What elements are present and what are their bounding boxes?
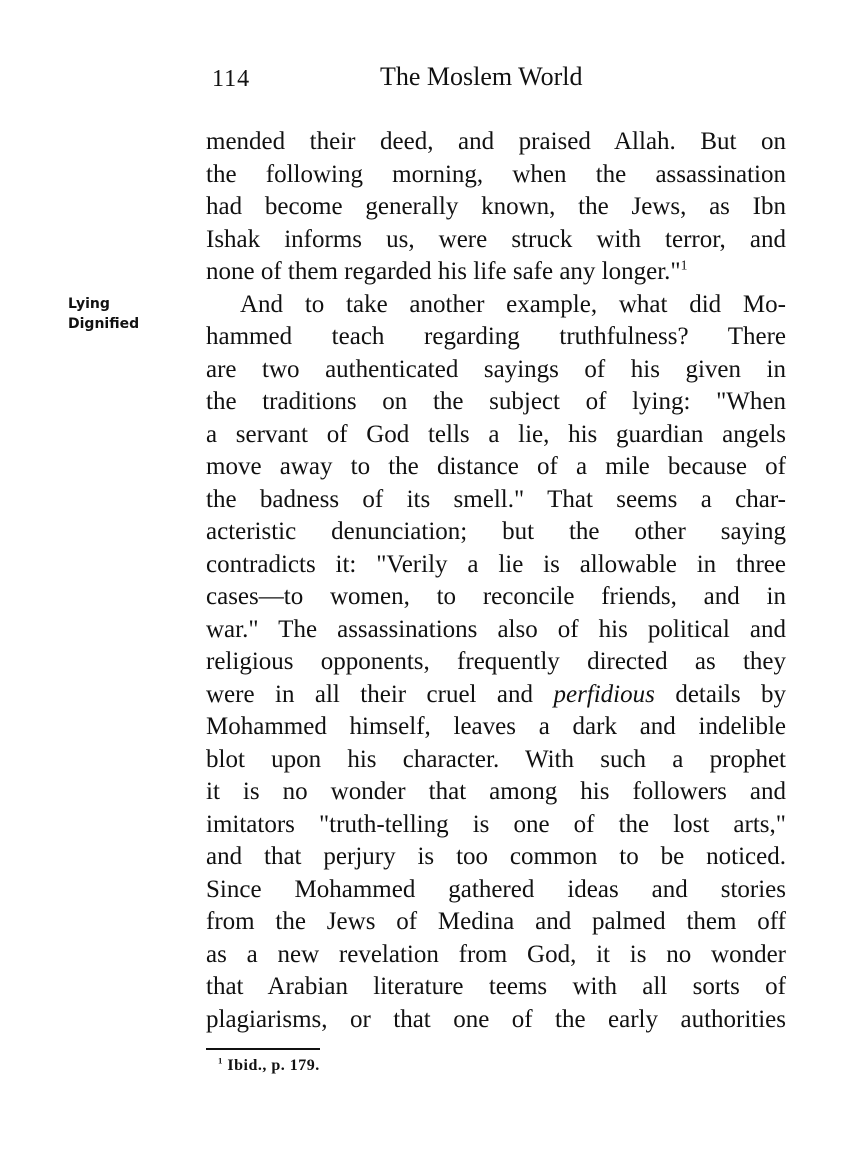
text-line: [206, 679, 786, 712]
marginal-note-line: Lying: [68, 296, 110, 312]
text-line: plagiarisms, or that one of the early authorities: [206, 1005, 786, 1033]
text-line-content: details by: [675, 680, 787, 708]
text-line: a servant of God tells a lie, his guardian angels: [206, 420, 786, 448]
text-line: from the Jews of Medina and palmed them off: [206, 908, 786, 935]
footnote: [218, 1057, 320, 1075]
text-line-content: none of them regarded his life safe any longer.": [206, 258, 681, 285]
text-line: the traditions on the subject of lying: "When: [206, 388, 786, 415]
text-line: had become generally known, the Jews, as Ibn: [206, 193, 786, 220]
text-line: the following morning, when the assassination: [206, 160, 786, 188]
text-line: Ishak informs us, were struck with terror, and: [206, 225, 786, 253]
italic-word: perfidious: [553, 680, 655, 708]
text-line: move away to the distance of a mile because of: [206, 453, 786, 480]
text-line: it is no wonder that among his followers and: [206, 778, 786, 805]
text-line: Since Mohammed gathered ideas and stories: [206, 875, 786, 903]
text-line: as a new revelation from God, it is no wonder: [206, 940, 786, 968]
footnote-rule: [206, 1048, 320, 1050]
page-number: 114: [212, 66, 251, 92]
marginal-note-line: Dignified: [68, 316, 140, 332]
text-line-content: were in all their cruel and: [206, 680, 534, 708]
running-title: The Moslem World: [380, 62, 583, 91]
text-line: blot upon his character. With such a prophet: [206, 745, 786, 773]
footnote-reference: 1: [680, 257, 688, 273]
text-line: acteristic denunciation; but the other saying: [206, 518, 786, 545]
text-line: imitators "truth-telling is one of the lost arts,": [206, 810, 786, 838]
text-line: are two authenticated sayings of his given in: [206, 355, 786, 383]
footnote-marker: 1: [218, 1055, 223, 1066]
text-line: contradicts it: "Verily a lie is allowable in three: [206, 550, 786, 578]
text-line: religious opponents, frequently directed as they: [206, 648, 786, 675]
text-line: hammed teach regarding truthfulness? There: [206, 323, 786, 350]
text-line: Mohammed himself, leaves a dark and indelible: [206, 713, 786, 740]
text-line: cases—to women, to reconcile friends, and in: [206, 583, 786, 610]
text-line: mended their deed, and praised Allah. But on: [206, 128, 786, 155]
text-line: war." The assassinations also of his political and: [206, 615, 786, 643]
footnote-text: Ibid., p. 179.: [227, 1057, 320, 1074]
paragraph-first-line: And to take another example, what did Mo-: [240, 290, 786, 318]
marginal-note: [68, 294, 139, 334]
body-text: [206, 126, 786, 1036]
text-line: and that perjury is too common to be noticed.: [206, 843, 786, 870]
text-line: that Arabian literature teems with all sorts of: [206, 973, 786, 1000]
text-line: the badness of its smell." That seems a char-: [206, 485, 786, 513]
text-line: [206, 256, 786, 289]
